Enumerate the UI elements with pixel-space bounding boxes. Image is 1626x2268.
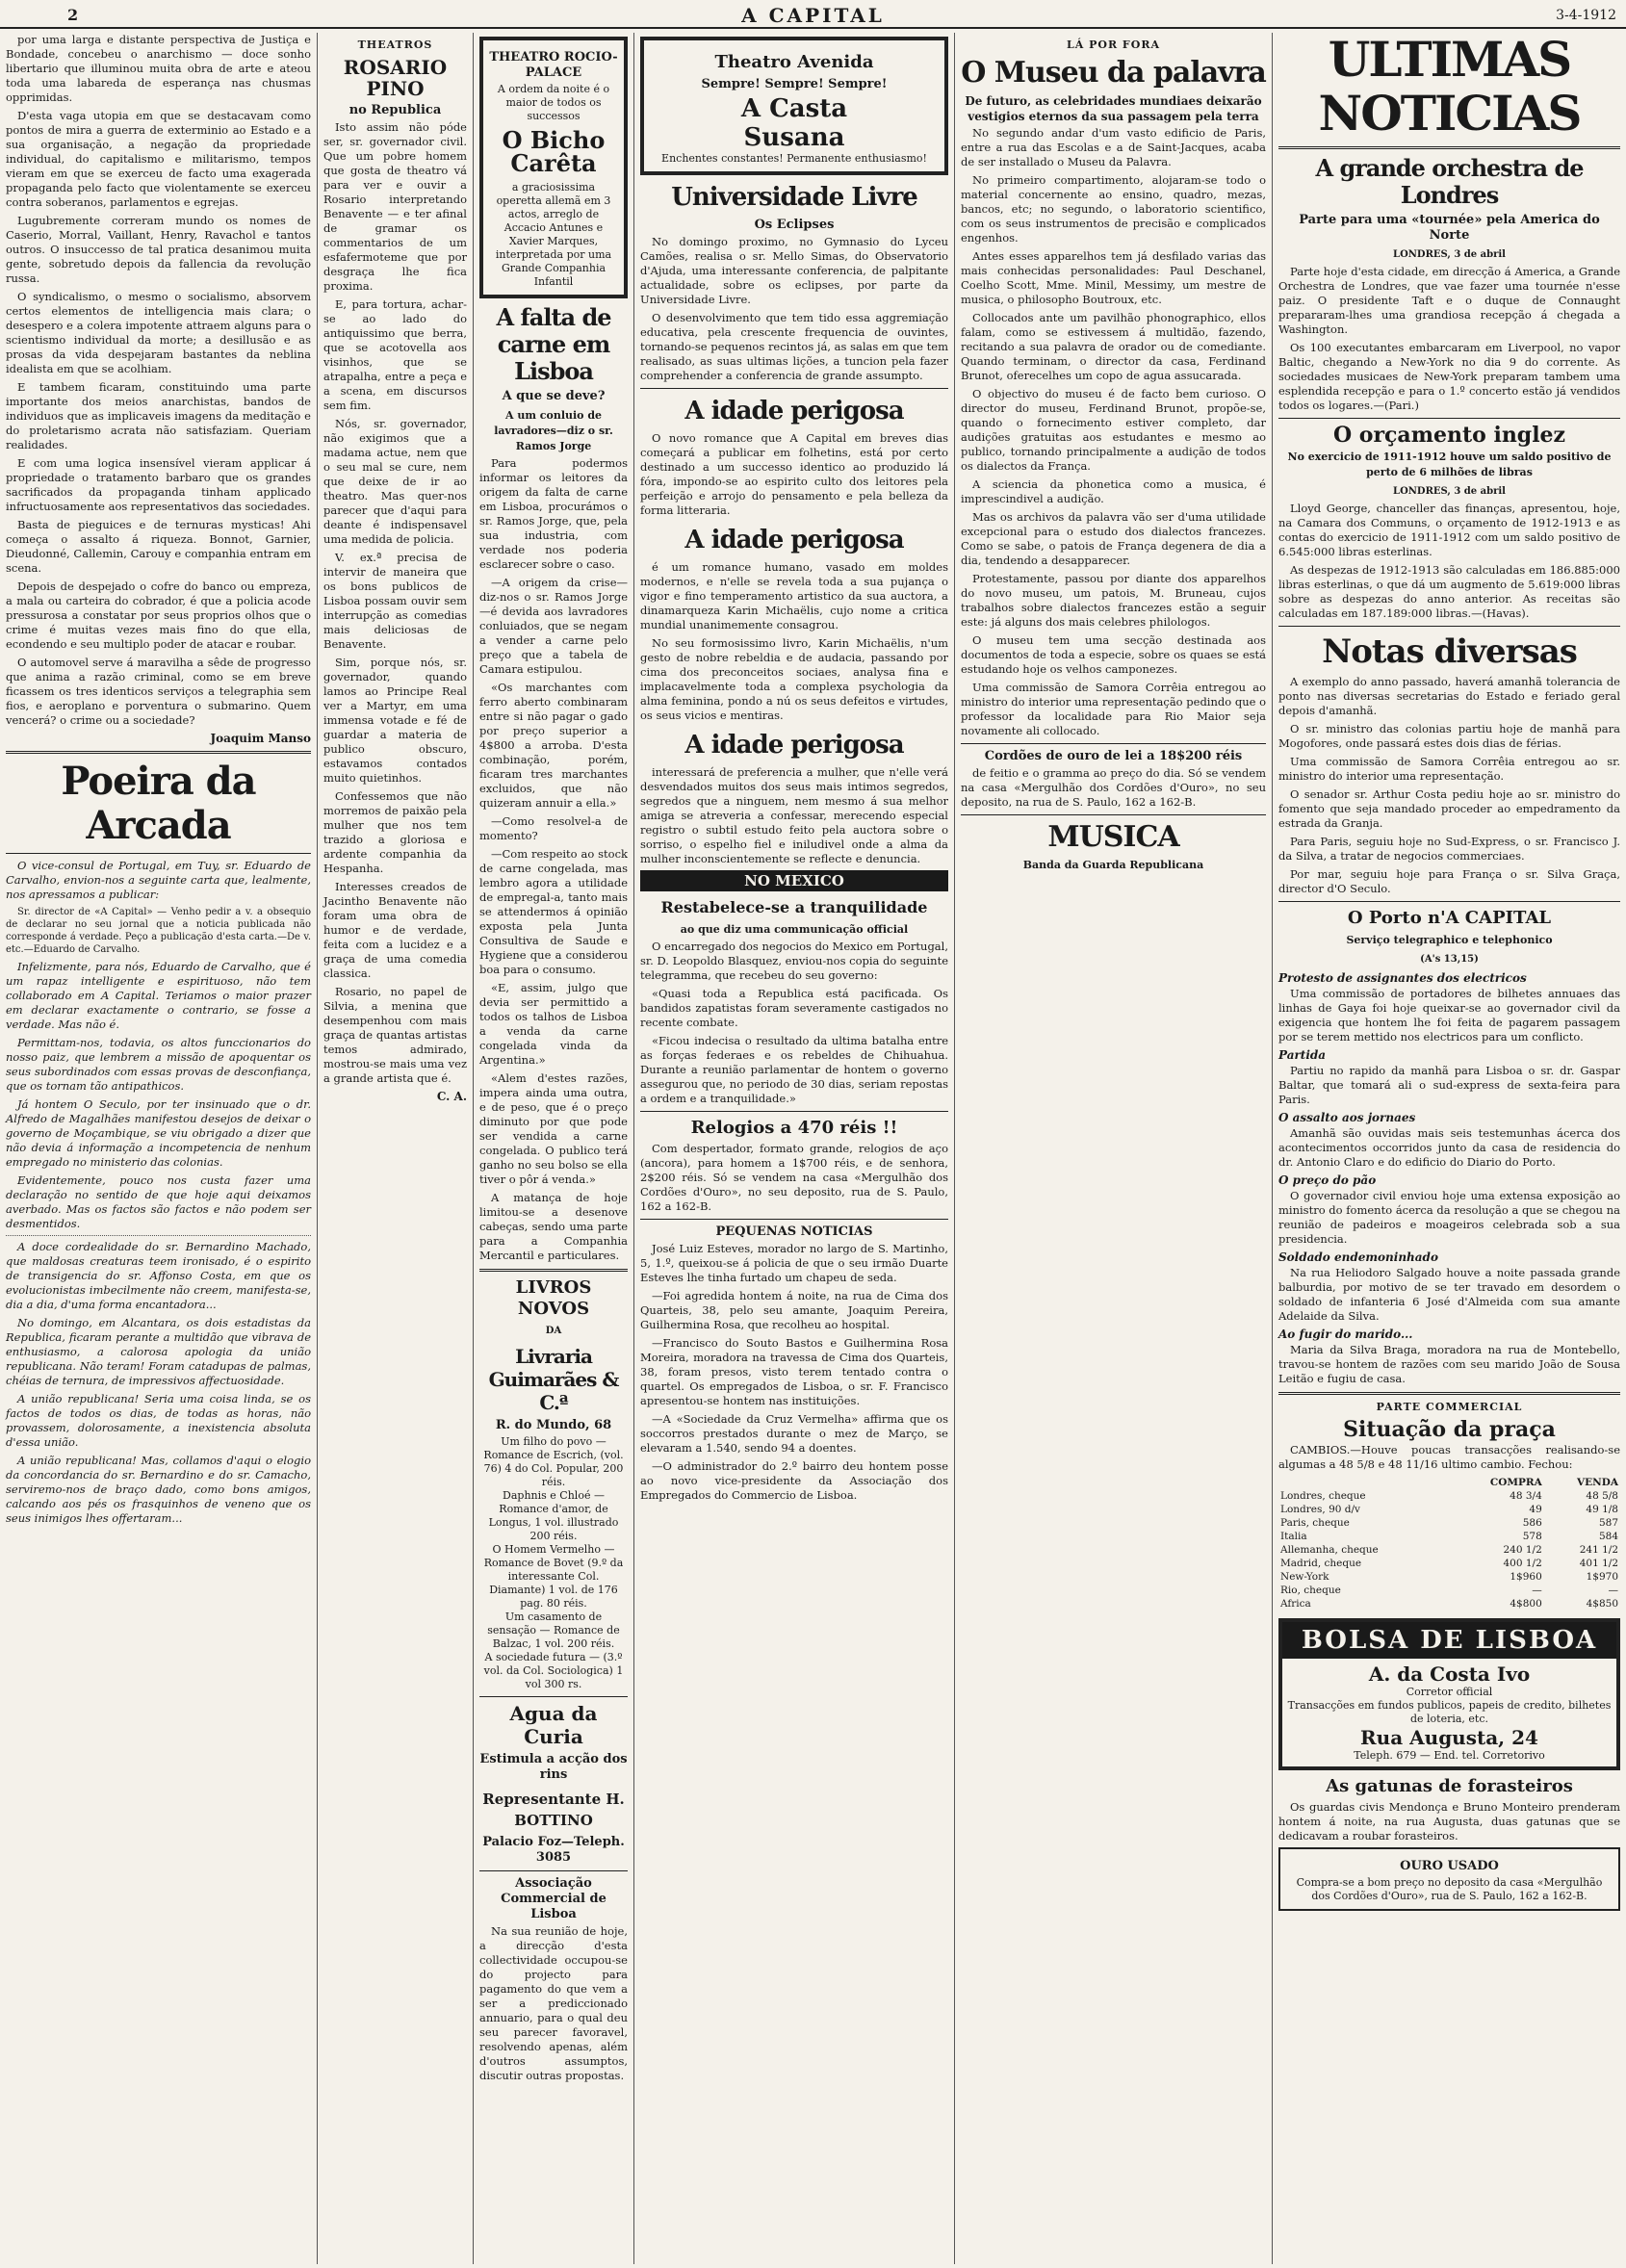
- ad-ouro-title: OURO USADO: [1400, 1859, 1499, 1873]
- divider: [479, 1696, 628, 1697]
- table-row: [1278, 1584, 1620, 1597]
- divider: [1278, 626, 1620, 627]
- subhead: Protesto de assignantes dos electricos: [1278, 971, 1527, 985]
- article-paragraph: O museu tem uma secção destinada aos documentos de toda a especie, sobre os quaes se está estudando hoje os velhos camponezes.: [961, 633, 1266, 676]
- article-title-orcamento: O orçamento inglez: [1332, 423, 1566, 448]
- article-paragraph: Sim, porque nós, sr. governador, quando lamos ao Principe Real ver a Martyr, em uma immensa votade e fé de guardar a materia de publico obscuro, estavamos contados muito quietinhos.: [323, 656, 467, 785]
- article-paragraph: A sciencia da phonetica como a musica, é imprescindivel a audição.: [961, 477, 1266, 505]
- table-cell: 4$850: [1586, 1598, 1618, 1610]
- ad-livros-da: DA: [545, 1326, 562, 1336]
- article-paragraph: Evidentemente, pouco nos custa fazer uma declaração no sentido de que hoje aqui deixamos averbado. Mas os factos são factos e não podem ser desmentidos.: [6, 1173, 311, 1230]
- ad-show-title: O Bicho Carêta: [502, 126, 606, 177]
- article-paragraph: Interesses creados de Jacintho Benavente não foram uma obra de humor e de verdade, feita com a lucidez e a graça de uma comedia classica.: [323, 880, 467, 980]
- ad-show-title: A Casta: [740, 94, 848, 123]
- article-title-museu: O Museu da palavra: [961, 56, 1266, 90]
- divider: [640, 1111, 948, 1112]
- ad-livros-title: LIVROS NOVOS: [515, 1277, 592, 1319]
- article-paragraph: O desenvolvimento que tem tido essa aggremiação educativa, pela crescente frequencia de ouvintes, tornando-se pequenos recintos já, as salas em que tem realisado, as suas ultimas lições, a tuncion pela fazer comprehender a conferencia de grande assumpto.: [640, 311, 948, 382]
- section-label-la-por-fora: LÁ POR FORA: [1067, 39, 1160, 51]
- article-paragraph: E, para tortura, achar-se ao lado do antiquissimo que berra, que se acotovella aos visinhos, que se atrapalha, entre a peça e a scena, em discursos sem fim.: [323, 297, 467, 412]
- article-subtitle: Os Eclipses: [754, 218, 835, 232]
- article-paragraph: Lloyd George, chanceller das finanças, apresentou, hoje, na Camara dos Communs, o orçamento de 1912-1913 e as contas do exercicio de 1911-1912 com um saldo positivo de 6.545:000 libras esterlinas.: [1278, 502, 1620, 558]
- article-paragraph: Já hontem O Seculo, por ter insinuado que o dr. Alfredo de Magalhães manifestou desejos de deixar o governo de Moçambique, se viu obrigado a dizer que não devia á informação a incompetencia de nenhum empregado no ministerio das colonias.: [6, 1097, 311, 1169]
- table-cell: 240 1/2: [1503, 1544, 1542, 1556]
- divider: [961, 743, 1266, 744]
- ad-bolsa: [1278, 1618, 1620, 1770]
- article-paragraph: Os 100 executantes embarcaram em Liverpool, no vapor Baltic, chegando a New-York no dia 9 do corrente. As sociedades musicaes de New-York preparam tambem uma esplendida recepção e para o 1.º concerto estão já vendidos todos os logares.—(Pari.): [1278, 341, 1620, 412]
- section-label-mexico: NO MEXICO: [640, 870, 948, 891]
- table-row: [1278, 1503, 1620, 1516]
- table-cell: 1$970: [1586, 1571, 1618, 1583]
- letter-quote: Sr. director de «A Capital» — Venho pedir a v. a obsequio de declarar no seu jornal que a noticia publicada não corresponde á verdade. Peço a publicação d'esta carta.—De v. etc.—Eduardo de Carvalho.: [6, 907, 311, 955]
- article-paragraph: As despezas de 1912-1913 são calculadas em 186.885:000 libras esterlinas, o que dá um augmento de 5.619:000 libras sobre as despezas do anno anterior. As receitas são calculadas em 187.189:000 libras.—(Havas).: [1278, 563, 1620, 620]
- ad-agua-sub: Estimula a acção dos rins: [479, 1752, 628, 1782]
- article-paragraph: Mas os archivos da palavra vão ser d'uma utilidade excepcional para o estudo dos dialectos francezes. Como se sabe, o patois de França degenera de dia a dia, tendendo a desapparecer.: [961, 510, 1266, 567]
- table-cell: Africa: [1280, 1598, 1311, 1610]
- table-cell: Italia: [1280, 1531, 1307, 1542]
- divider: [1278, 418, 1620, 419]
- ad-theatre-name: THEATRO ROCIO-PALACE: [489, 50, 618, 80]
- table-cell: 241 1/2: [1579, 1544, 1618, 1556]
- article-title-gatunas: As gatunas de forasteiros: [1326, 1776, 1573, 1796]
- article-paragraph: Protestamente, passou por diante dos apparelhos do novo museu, um patois, M. Bruneau, cujos trabalhos sobre dialectos francezes estão a seguir este: já alguns dos mais celebres philologos.: [961, 572, 1266, 629]
- article-subtitle: De futuro, as celebridades mundiaes deixarão vestigios eternos da sua passagem pela terra: [965, 94, 1262, 123]
- table-cell: 584: [1598, 1531, 1618, 1542]
- divider: [1278, 901, 1620, 902]
- section-label-theatros: THEATROS: [357, 39, 433, 51]
- article-subtitle: Serviço telegraphico e telephonico: [1346, 934, 1553, 946]
- article-paragraph: Uma commissão de portadores de bilhetes annuaes das linhas de Gaya foi hoje queixar-se ao governador civil da exigencia que hontem lhe foi feita de pagarem passagem por se terem mettido nos electricos para um conflicto.: [1278, 987, 1620, 1044]
- table-row: [1278, 1530, 1620, 1543]
- article-paragraph: Infelizmente, para nós, Eduardo de Carvalho, que é um rapaz intelligente e espirituoso, não tem collaborado em A Capital. Teriamos o maior prazer em declarar exactamente o contrario, se fosse a verdade. Mas não é.: [6, 960, 311, 1031]
- subhead: Ao fugir do marido...: [1278, 1327, 1413, 1341]
- ad-relogios-text: Com despertador, formato grande, relogios de aço (ancora), para homem a 1$700 réis, e de senhora, 2$200 réis. Só se vendem na casa «Mergulhão dos Cordões d'Ouro», no seu deposito, rua de S. Paulo, 162 a 162-B.: [640, 1142, 948, 1213]
- ad-tagline: Sempre! Sempre! Sempre!: [701, 77, 888, 91]
- table-cell: 49 1/8: [1586, 1504, 1618, 1515]
- article-paragraph: CAMBIOS.—Houve poucas transacções realisando-se algumas a 48 5/8 e 48 11/16 ultimo cambio. Fechou:: [1278, 1443, 1620, 1471]
- divider: [6, 1235, 311, 1236]
- article-paragraph: No primeiro compartimento, alojaram-se todo o material concernente ao ensino, quadro, mezas, bancos, etc; no segundo, o laboratorio scientifico, com os seus instrumentos de precisão e complicados engenhos.: [961, 173, 1266, 245]
- article-paragraph: Uma commissão de Samora Corrêia entregou ao ministro do interior uma representação pedindo que o professor da localidade para Rio Maior seja novamente ali collocado.: [961, 681, 1266, 737]
- article-paragraph: Na rua Heliodoro Salgado houve a noite passada grande balburdia, por motivo de se ter travado em desordem o soldado de infanteria 6 José d'Almeida com sua amante Adelaide da Silva.: [1278, 1266, 1620, 1323]
- article-paragraph: E tambem ficaram, constituindo uma parte importante dos meios anarchistas, bandos de individuos que as implicaveis imagens da meditação e do proletarismo acrata não satisfaziam. Queriam realidades.: [6, 380, 311, 451]
- article-paragraph: Uma commissão de Samora Corrêia entregou ao sr. ministro do interior uma representação.: [1278, 755, 1620, 783]
- divider: [479, 1269, 628, 1272]
- ad-rep-line: Palacio Foz—Teleph. 3085: [482, 1835, 625, 1865]
- ad-agua-title: Agua da Curia: [509, 1702, 598, 1748]
- article-title-universidade: Universidade Livre: [671, 183, 917, 212]
- subhead: O preço do pão: [1278, 1173, 1377, 1187]
- table-cell: 578: [1522, 1531, 1542, 1542]
- issue-date: 3-4-1912: [1556, 8, 1616, 23]
- section-label-commercial: PARTE COMMERCIAL: [1376, 1401, 1523, 1413]
- column-2: [318, 33, 474, 2264]
- table-cell: —: [1608, 1585, 1618, 1596]
- ad-show-title: Susana: [743, 123, 845, 152]
- article-paragraph: Para podermos informar os leitores da origem da falta de carne em Lisboa, procurámos o sr. Ramos Jorge, que, pela sua industria, com verdade nos poderia esclarecer sobre o caso.: [479, 456, 628, 571]
- book-list-item: Um filho do povo — Romance de Escrich, (vol. 76) 4 do Col. Popular, 200 réis.: [483, 1435, 624, 1488]
- subhead: O assalto aos jornaes: [1278, 1111, 1416, 1124]
- ad-relogios-title: Relogios a 470 réis !!: [690, 1118, 898, 1138]
- column-4: [634, 33, 955, 2264]
- article-paragraph: No domingo, em Alcantara, os dois estadistas da Republica, ficaram perante a multidão que vibrava de enthusiasmo, a calorosa apologia da união republicana. Não teram! Foram catadupas de palmas, chéias de ternura, de impressivos affectuosidade.: [6, 1316, 311, 1387]
- article-paragraph: O senador sr. Arthur Costa pediu hoje ao sr. ministro do fomento que seja mandado proceder ao empedramento da estrada da Granja.: [1278, 787, 1620, 830]
- ad-livraria-address: R. do Mundo, 68: [495, 1418, 612, 1432]
- article-paragraph: Por mar, seguiu hoje para França o sr. Silva Graça, director d'O Seculo.: [1278, 867, 1620, 895]
- ad-ouro-usado: [1278, 1847, 1620, 1911]
- ad-cordoes-title: Cordões de ouro de lei a 18$200 réis: [984, 749, 1243, 763]
- article-paragraph: No segundo andar d'um vasto edificio de Paris, entre a rua das Escolas e a de Saint-Jacques, acaba de ser installado o Museu da Palavra.: [961, 126, 1266, 168]
- article-paragraph: A união republicana! Mas, collamos d'aqui o elogio da concordancia do sr. Bernardino e do sr. Camacho, serviremo-nos de braço dado, como bons amigos, calcando aos pés os frasquinhos de veneno que os seus inimigos lhes offertaram...: [6, 1454, 311, 1525]
- section-title-poeira: Poeira da Arcada: [61, 759, 256, 848]
- article-paragraph: José Luiz Esteves, morador no largo de S. Martinho, 5, 1.º, queixou-se á policia de que o seu irmão Duarte Esteves lhe tinha furtado um chapeu de seda.: [640, 1242, 948, 1284]
- book-list-item: Daphnis e Chloé — Romance d'amor, de Longus, 1 vol. illustrado 200 réis.: [488, 1489, 619, 1542]
- table-cell: Allemanha, cheque: [1280, 1544, 1379, 1556]
- divider: [1278, 146, 1620, 149]
- ad-bolsa-title: BOLSA DE LISBOA: [1282, 1622, 1616, 1659]
- newspaper-title: A CAPITAL: [741, 4, 885, 27]
- table-cell: Rio, cheque: [1280, 1585, 1341, 1596]
- article-paragraph: V. ex.ª precisa de intervir de maneira que os bons publicos de Lisboa possam ouvir sem interrupção as comedias mais deliciosas de Benavente.: [323, 551, 467, 651]
- article-paragraph: interessará de preferencia a mulher, que n'elle verá desvendados muitos dos seus mais intimos segredos, segredos que a ninguem, nem mesmo á sua melhor amiga se atreveria a confessar, merecendo especial registro o subtil estudo feito pela auctora sobre o sorriso, o espelho fiel e iniludivel onde a alma da mulher inconscientemente se reflecte e denuncia.: [640, 765, 948, 865]
- article-title-orchestra: A grande orchestra de Londres: [1315, 154, 1584, 209]
- table-row: [1278, 1489, 1620, 1503]
- article-paragraph: Antes esses apparelhos tem já desfilado varias das mais conhecidas personalidades: Paul Deschanel, Coelho Scott, Mme. Minil, Messimy, um mestre de musica, o philosopho Boutroux, etc.: [961, 249, 1266, 306]
- banner-ultimas-noticias: ULTIMAS NOTICIAS: [1318, 33, 1581, 142]
- theatre-ad-rocio: [479, 37, 628, 298]
- table-row: [1278, 1570, 1620, 1584]
- article-title-idade: A idade perigosa: [684, 526, 904, 554]
- ad-theatre-name: Theatro Avenida: [714, 52, 874, 72]
- theatre-ad-avenida: [640, 37, 948, 175]
- ad-bolsa-phone: Teleph. 679 — End. tel. Corretorivo: [1354, 1749, 1545, 1762]
- ad-bolsa-name: A. da Costa Ivo: [1368, 1662, 1531, 1686]
- article-paragraph: «Os marchantes com ferro aberto combinaram entre si não pagar o gado por preço superior a 4$800 a arroba. D'esta combinação, porém, ficaram tres marchantes excluidos, que não quizeram annuir a ella.»: [479, 681, 628, 810]
- article-title-idade: A idade perigosa: [684, 731, 904, 760]
- book-list-item: O Homem Vermelho — Romance de Bovet (9.º da interessante Col. Diamante) 1 vol. de 176 pag. 80 réis.: [483, 1543, 624, 1610]
- table-row: [1278, 1557, 1620, 1570]
- table-cell: Madrid, cheque: [1280, 1558, 1362, 1569]
- article-paragraph: Maria da Silva Braga, moradora na rua de Montebello, travou-se hontem de razões com seu marido João de Sousa Leitão e fugiu de casa.: [1278, 1343, 1620, 1385]
- article-paragraph: Na sua reunião de hoje, a direcção d'esta collectividade occupou-se do projecto para pagamento do que vem a ser a prediccionado annuario, para o qual deu seu parecer favoravel, resolvendo apenas, além d'outros assumptos, discutir outras propostas.: [479, 1924, 628, 2082]
- table-row: [1278, 1597, 1620, 1611]
- table-header: [1278, 1476, 1450, 1489]
- book-list-item: Um casamento de sensação — Romance de Balzac, 1 vol. 200 réis.: [487, 1611, 620, 1650]
- table-cell: New-York: [1280, 1571, 1329, 1583]
- table-header-row: [1278, 1476, 1620, 1489]
- article-paragraph: O syndicalismo, o mesmo o socialismo, absorvem certos elementos de intelligencia mais clara; o desespero e a colera impotente attraem alguns para o scientismo individual da morte; a desillusão e as prosas da vida despejaram bastantes da neblina idealista em que se acolhiam.: [6, 290, 311, 375]
- ad-bolsa-role: Corretor official: [1406, 1686, 1493, 1698]
- article-signature: C. A.: [436, 1090, 467, 1103]
- section-title-musica: MUSICA: [1047, 820, 1179, 854]
- article-paragraph: —Foi agredida hontem á noite, na rua de Cima dos Quarteis, 38, pelo seu amante, Joaquim Pereira, Guilhermina Rosa, que recolheu ao hospital.: [640, 1289, 948, 1331]
- article-subtitle: Banda da Guarda Republicana: [1022, 859, 1204, 871]
- divider: [1278, 1392, 1620, 1395]
- article-paragraph: O encarregado dos negocios do Mexico em Portugal, sr. D. Leopoldo Blasquez, enviou-nos copia do seguinte telegramma, que recebeu do seu governo:: [640, 940, 949, 982]
- table-header: VENDA: [1577, 1477, 1618, 1488]
- ad-rep-title: Representante H. BOTTINO: [482, 1791, 625, 1829]
- table-cell: 48 3/4: [1510, 1490, 1542, 1502]
- article-paragraph: —O administrador do 2.º bairro deu hontem posse ao novo vice-presidente da Associação dos Empregados do Commercio de Lisboa.: [640, 1459, 948, 1502]
- article-paragraph: —Como resolvel-a de momento?: [479, 814, 628, 842]
- table-row: [1278, 1516, 1620, 1530]
- article-paragraph: A doce cordealidade do sr. Bernardino Machado, que maldosas creaturas teem ironisado, é o espirito de transigencia do sr. Affonso Costa, em que os evolucionistas imbecilmente não creem, manifesta-se, dia a dia, d'uma forma encantadora...: [6, 1240, 311, 1311]
- article-paragraph: A exemplo do anno passado, haverá amanhã tolerancia de ponto nas diversas secretarias do Estado e feriado geral depois d'amanhã.: [1278, 675, 1620, 717]
- article-paragraph: Collocados ante um pavilhão phonographico, ellos falam, como se estivessem á multidão, fazendo, recitando a sua palavra de orador ou de comediante. Quando terminam, o director da casa, Ferdinand Brunot, oferecelhes um copo de agua assucarada.: [961, 311, 1266, 382]
- article-paragraph: E com uma logica insensível vieram applicar á propriedade o tratamento barbaro que os grandes sacrificados da propaganda tinham applicado infructuosamente aos representativos das sociedades.: [6, 456, 311, 513]
- article-paragraph: Nós, sr. governador, não exigimos que a madama actue, nem que o seu mal se cure, nem que deixe de ir ao theatro. Mas quer-nos parecer que d'aqui para deante é indispensavel uma medida de policia.: [323, 417, 467, 546]
- article-paragraph: O objectivo do museu é de facto bem curioso. O director do museu, Ferdinand Brunot, propõe-se, quando o fornecimento estiver completo, dar audições gratuitas aos estudantes e mesmo ao publico, tornando principalmente a audição de todos os dialectos da França.: [961, 387, 1266, 473]
- table-cell: 586: [1522, 1517, 1542, 1529]
- article-paragraph: A matança de hoje limitou-se a desenove cabeças, sendo uma parte para a Companhia Mercantil e particulares.: [479, 1191, 628, 1262]
- subhead: Soldado endemoninhado: [1278, 1250, 1438, 1264]
- divider: [640, 1219, 948, 1220]
- article-subtitle: no Republica: [348, 103, 442, 117]
- article-subtitle: A um conluio de lavradores—diz o sr. Ramos Jorge: [494, 409, 613, 452]
- table-cell: 400 1/2: [1503, 1558, 1542, 1569]
- dateline: LONDRES, 3 de abril: [1393, 486, 1506, 497]
- article-subtitle: Parte para uma «tournée» pela America do Norte: [1299, 213, 1600, 243]
- article-paragraph: Os guardas civis Mendonça e Bruno Monteiro prenderam hontem á noite, na rua Augusta, duas gatunas que se dedicavam a roubar forasteiros.: [1278, 1800, 1620, 1843]
- page-number: 2: [67, 6, 79, 24]
- ad-bolsa-address: Rua Augusta, 24: [1360, 1726, 1538, 1749]
- exchange-table: [1278, 1476, 1620, 1611]
- ad-tagline: A ordem da noite é o maior de todos os successos: [497, 83, 610, 122]
- article-paragraph: Basta de pieguices e de ternuras mysticas! Ahi começa o assalto á riqueza. Bonnot, Garnier, Dieudonné, Callemin, Carouy e companhia entram em scena.: [6, 518, 311, 575]
- book-list-item: A sociedade futura — (3.º vol. da Col. Sociologica) 1 vol 300 rs.: [483, 1651, 624, 1690]
- ad-livraria-name: Livraria Guimarães & C.ª: [488, 1345, 619, 1414]
- article-paragraph: «Alem d'estes razões, impera ainda uma outra, e de peso, que é o preço diminuto por que pode ser vendida a carne congelada. O publico terá ganho no seu bolso se ella tiver o pôr á venda.»: [479, 1071, 628, 1186]
- article-signature: Joaquim Manso: [210, 732, 311, 745]
- dateline: (A's 13,15): [1420, 954, 1479, 965]
- section-title-porto: O Porto n'A CAPITAL: [1347, 908, 1552, 928]
- article-subtitle: A que se deve?: [502, 389, 606, 403]
- ad-cordoes-text: de feitio e o gramma ao preço do dia. Só se vendem na casa «Mergulhão dos Cordões d'Ouro», no seu deposito, na rua de S. Paulo, 162 a 162-B.: [961, 766, 1266, 809]
- table-row: [1278, 1543, 1620, 1557]
- subhead: Partida: [1278, 1048, 1327, 1062]
- article-paragraph: é um romance humano, vasado em moldes modernos, e n'elle se revela toda a sua pujança o vigor e fino temperamento artistico da sua auctora, a dinamarqueza Karin Michaëlis, cujo nome a critica mundial unanimemente consagrou.: [640, 560, 948, 631]
- ad-bolsa-desc: Transacções em fundos publicos, papeis de credito, bilhetes de loteria, etc.: [1287, 1699, 1612, 1725]
- article-paragraph: O vice-consul de Portugal, em Tuy, sr. Eduardo de Carvalho, envion-nos a seguinte carta que, lealmente, nos apressamos a publicar:: [6, 859, 311, 901]
- article-paragraph: Permittam-nos, todavia, os altos funccionarios do nosso paiz, que lembrem a missão de apoquentar os seus subordinados com essas provas de desconfiança, que os tornam tão antipathicos.: [6, 1036, 311, 1093]
- section-title-praca: Situação da praça: [1343, 1417, 1556, 1442]
- divider: [479, 1870, 628, 1871]
- article-paragraph: Amanhã são ouvidas mais seis testemunhas ácerca dos acontecimentos occorridos junto da casa de residencia do dr. Antonio Claro e do edificio do Diario do Porto.: [1278, 1126, 1620, 1169]
- article-paragraph: Rosario, no papel de Silvia, a menina que desempenhou com mais graça de quantas artistas temos admirado, mostrou-se mais uma vez a grande artista que é.: [323, 985, 467, 1085]
- table-cell: 49: [1529, 1504, 1542, 1515]
- divider: [640, 388, 948, 389]
- article-title-mexico: Restabelece-se a tranquilidade: [660, 898, 928, 916]
- section-title-pequenas: PEQUENAS NOTICIAS: [715, 1224, 873, 1239]
- ad-description: Enchentes constantes! Permanente enthusiasmo!: [661, 152, 927, 165]
- article-paragraph: «Ficou indecisa o resultado da ultima batalha entre as forças federaes e os rebeldes de Chihuahua. Durante a reunião parlamentar de hontem o governo assegurou que, no periodo de 30 dias, seriam repostas a ordem e a tranquilidade.»: [640, 1034, 948, 1105]
- article-paragraph: «E, assim, julgo que devia ser permittido a todos os talhos de Lisboa a venda da carne congelada vinda da Argentina.»: [479, 981, 628, 1067]
- article-paragraph: Depois de despejado o cofre do banco ou empreza, a mala ou carteira do cobrador, é que a policia acode pressurosa a constatar por seus proprios olhos que o crime é muitas vezes mais fino do que ella, econdendo e seu multiplo poder de atacar e roubar.: [6, 580, 311, 651]
- table-cell: Londres, cheque: [1280, 1490, 1366, 1502]
- article-paragraph: D'esta vaga utopia em que se destacavam como pontos de mira a guerra de exterminio ao Estado e a sua organisação, a negação da propriedade individual, do capitalismo e militarismo, tempos vieram em que se exerceu de facto uma exagerada propaganda pelo facto que violentamente se exerceu contra soberanos, parlamentos e egrejas.: [6, 109, 311, 209]
- article-paragraph: —Francisco do Souto Bastos e Guilhermina Rosa Moreira, moradora na travessa de Cima dos Quarteis, 38, foram presos, visto terem tentado contra o quartel. Os empregados de Lisboa, o sr. F. Francisco apresentou-se hontem nas instituições.: [640, 1336, 948, 1407]
- divider: [961, 814, 1266, 815]
- article-paragraph: A união republicana! Seria uma coisa linda, se os factos de todos os dias, de todas as horas, não provassem, dolorosamente, a inexistencia absoluta d'essa união.: [6, 1392, 311, 1449]
- ad-ouro-text: Compra-se a bom preço no deposito da casa «Mergulhão dos Cordões d'Ouro», rua de S. Paulo, 162 a 162-B.: [1296, 1876, 1603, 1902]
- article-paragraph: —Com respeito ao stock de carne congelada, mas lembro agora a utilidade de empregal-a, tanto mais se attendermos á opinião exposta pela Junta Consultiva de Saude e Hygiene que a considerou boa para o consumo.: [479, 847, 628, 976]
- article-paragraph: No seu formosissimo livro, Karin Michaëlis, n'um gesto de nobre rebeldia e de audacia, passando por cima dos preconceitos sociaes, analysa fina e implacavelmente toda a complexa psychologia da alma feminina, pondo a nú os seus defeitos e virtudes, os seus vicios e mentiras.: [640, 636, 948, 722]
- column-5: [955, 33, 1273, 2264]
- table-cell: Londres, 90 d/v: [1280, 1504, 1360, 1515]
- divider: [6, 751, 311, 754]
- table-cell: Paris, cheque: [1280, 1517, 1350, 1529]
- article-paragraph: O sr. ministro das colonias partiu hoje de manhã para Mogofores, onde passará estes dois dias de férias.: [1278, 722, 1620, 750]
- table-cell: 587: [1598, 1517, 1618, 1529]
- column-3: [474, 33, 634, 2264]
- article-paragraph: Parte hoje d'esta cidade, em direcção á America, a Grande Orchestra de Londres, que vae fazer uma tournée n'esse paiz. O presidente Taft e o duque de Connaught prepararam-lhes uma grandiosa recepção á chegada a Washington.: [1278, 265, 1620, 336]
- dateline: LONDRES, 3 de abril: [1393, 249, 1506, 260]
- article-subtitle: No exercicio de 1911-1912 houve um saldo positivo de perto de 6 milhões de libras: [1287, 451, 1612, 478]
- article-paragraph: —A «Sociedade da Cruz Vermelha» affirma que os soccorros prestados durante o mez de Março, se elevaram a 1.540, sendo 94 a doentes.: [640, 1412, 948, 1455]
- divider: [6, 853, 311, 854]
- table-cell: 4$800: [1510, 1598, 1542, 1610]
- masthead: [0, 0, 1626, 29]
- article-paragraph: «Quasi toda a Republica está pacificada. Os bandidos zapatistas foram severamente castigados no recente combate.: [640, 987, 948, 1029]
- article-title-idade: A idade perigosa: [684, 397, 904, 425]
- article-title-assoc: Associação Commercial de Lisboa: [501, 1876, 607, 1921]
- article-paragraph: Confessemos que não morremos de paixão pela mulher que nos tem trazido a gloriosa e ardente companhia da Hespanha.: [323, 789, 467, 875]
- table-cell: 1$960: [1510, 1571, 1542, 1583]
- article-paragraph: Lugubremente correram mundo os nomes de Caserio, Morral, Vaillant, Henry, Ravachol e tantos outros. O insuccesso de tal pratica desanimou muita gente, sobretudo depois da fallencia da revolução russa.: [6, 214, 311, 285]
- table-cell: 401 1/2: [1579, 1558, 1618, 1569]
- column-6: [1273, 33, 1626, 2264]
- article-paragraph: Isto assim não póde ser, sr. governador civil. Que um pobre homem que gosta de theatro vá para ver e ouvir a Rosario interpretando Benavente — e ter afinal de gramar os commentarios de um esfafermoteme que por desgraça lhe fica proxima.: [323, 120, 467, 293]
- column-1: [0, 33, 318, 2264]
- article-title-falta: A falta de carne em Lisboa: [496, 303, 611, 385]
- article-subtitle: ao que diz uma communicação official: [680, 923, 909, 936]
- article-paragraph: O governador civil enviou hoje uma extensa exposição ao ministro do fomento ácerca da resolução a que se chegou na reunião de padeiros e moageiros celebrada sob a sua presidencia.: [1278, 1189, 1620, 1246]
- article-paragraph: Partiu no rapido da manhã para Lisboa o sr. dr. Gaspar Baltar, que tomará ali o sud-express de sexta-feira para Paris.: [1278, 1064, 1620, 1106]
- table-cell: 48 5/8: [1586, 1490, 1618, 1502]
- section-title-notas: Notas diversas: [1322, 632, 1577, 671]
- article-paragraph: O automovel serve á maravilha a sêde de progresso que anima a razão criminal, como se em breve ficassem os tres identicos serviços a telegraphia sem fios, e aeroplano e porventura o submarino. Quem vencerá? o crime ou a sociedade?: [6, 656, 311, 727]
- article-title-rosario: ROSARIO PINO: [343, 56, 448, 100]
- article-paragraph: O novo romance que A Capital em breves dias começará a publicar em folhetins, está por certo destinado a um successo identico ao produzido lá fóra, impondo-se ao espirito culto dos leitores pela perfeição e arrojo do pensamento e pela belleza da forma litteraria.: [640, 431, 948, 517]
- article-paragraph: Para Paris, seguiu hoje no Sud-Express, o sr. Francisco J. da Silva, a tratar de negocios commerciaes.: [1278, 835, 1620, 863]
- article-paragraph: por uma larga e distante perspectiva de Justiça e Bondade, concebeu o anarchismo — doce sonho libertario que illuminou muita obra de arte e ateou toda uma labareda de esperança nas chusmas opprimidas.: [6, 33, 311, 104]
- article-paragraph: —A origem da crise—diz-nos o sr. Ramos Jorge—é devida aos lavradores conluiados, que se negam a vender a carne pelo preço que a tabela de Camara estipulou.: [479, 576, 628, 676]
- table-header: COMPRA: [1489, 1477, 1542, 1488]
- ad-description: a graciosissima operetta allemã em 3 actos, arreglo de Accacio Antunes e Xavier Marques, interpretada por uma Grande Companhia Infantil: [495, 181, 612, 288]
- table-cell: —: [1532, 1585, 1542, 1596]
- article-paragraph: No domingo proximo, no Gymnasio do Lyceu Camões, realisa o sr. Mello Simas, do Observatorio d'Ajuda, uma interessante conferencia, de palpitante actualidade, sobre os eclipses, por parte da Universidade Livre.: [640, 235, 948, 306]
